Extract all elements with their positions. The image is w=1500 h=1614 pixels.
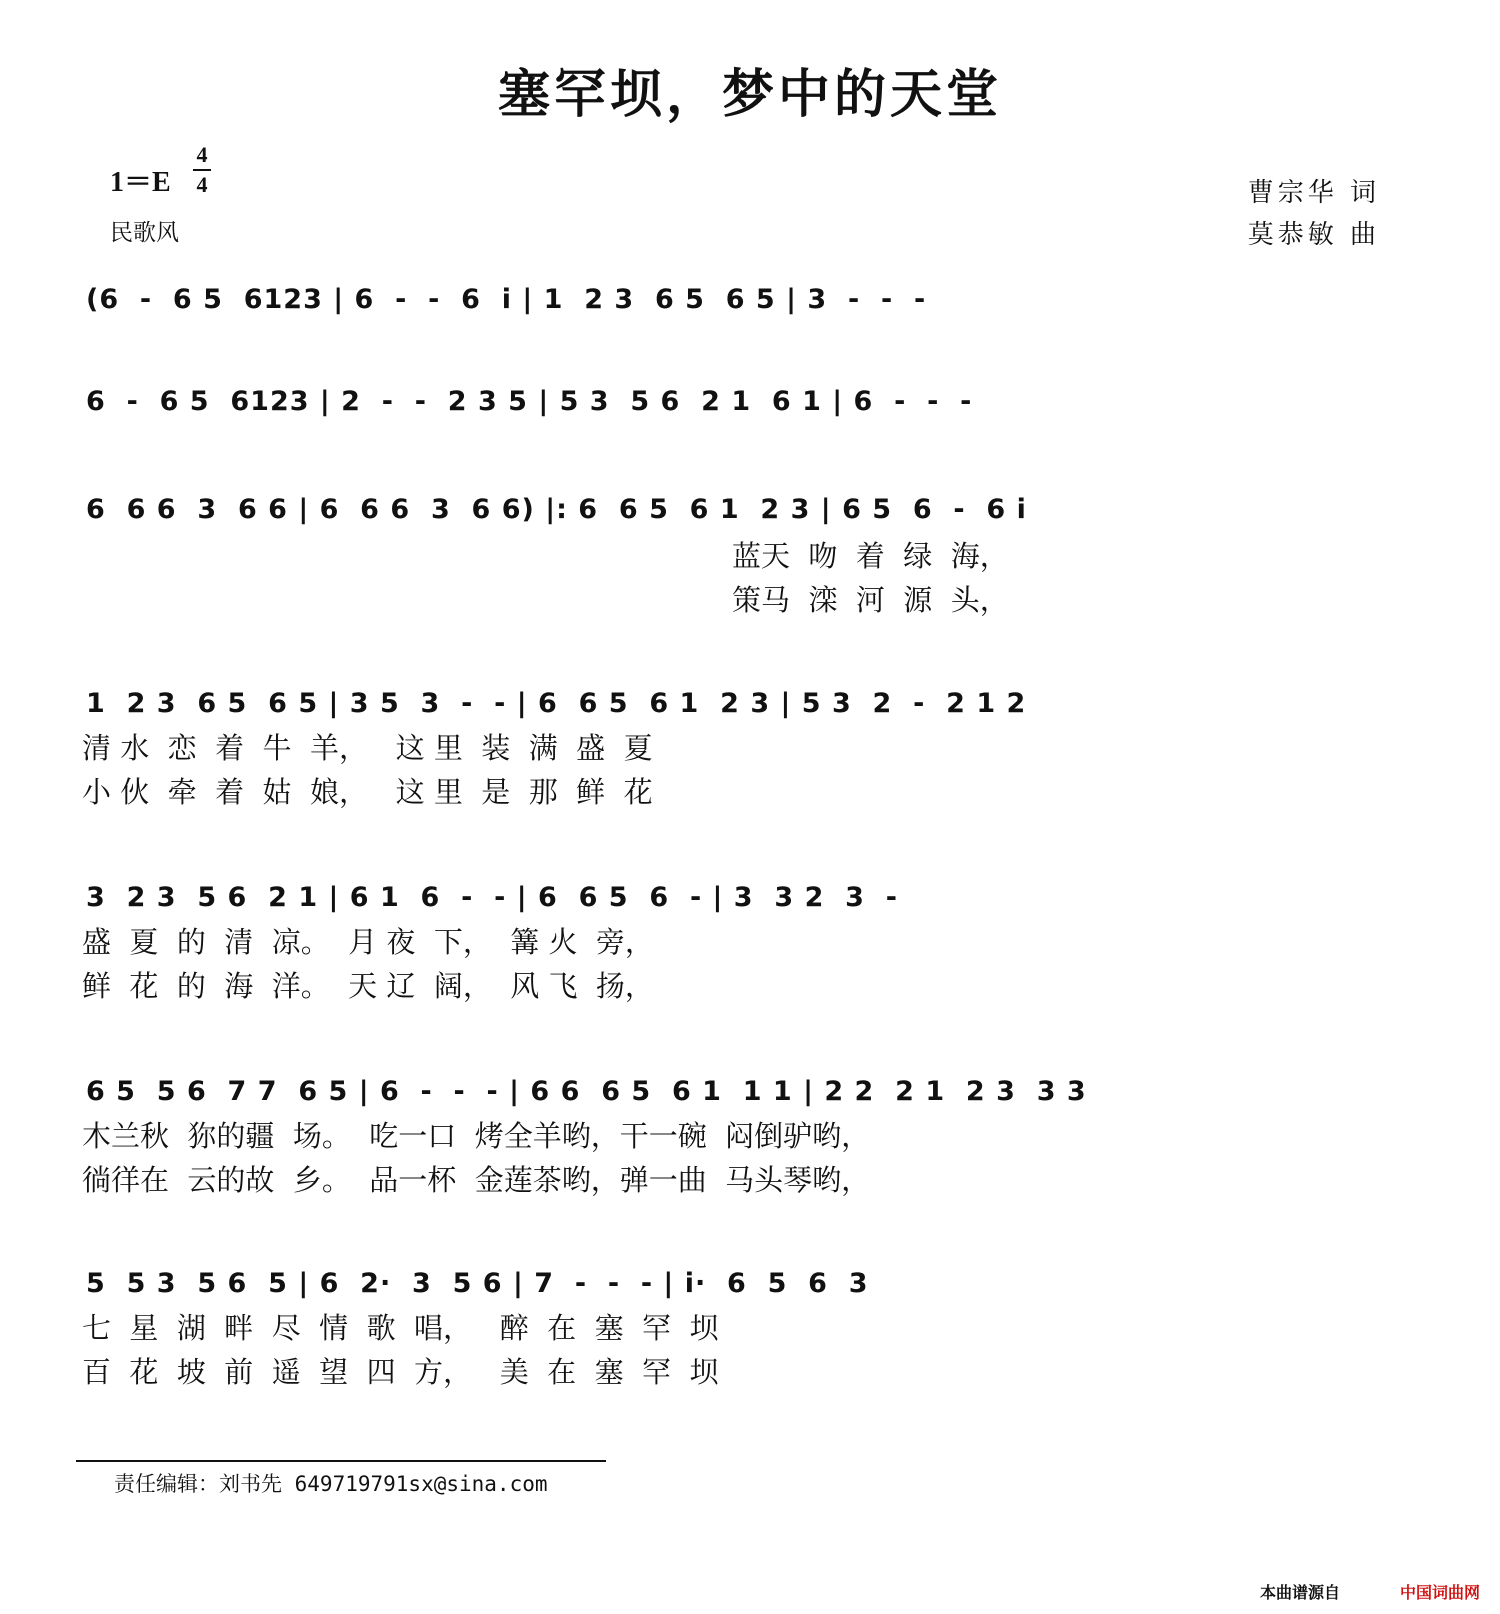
key-signature: 1＝E	[110, 167, 171, 198]
source-label: 本曲谱源自	[1259, 1583, 1340, 1602]
lyric-line-4a: 清 水 恋 着 牛 羊， 这 里 装 满 盛 夏	[82, 731, 653, 765]
lyric-line-5a: 盛 夏 的 清 凉。 月 夜 下， 篝 火 旁，	[82, 925, 654, 959]
time-signature	[190, 142, 214, 198]
notation-text: 3 2 3 5 6 2 1 | 6 1 6 - - | 6 6 5 6 - | 3 3 2 3 -	[86, 882, 898, 913]
lyric-line-6a: 木兰秋 狝的疆 场。 吃一口 烤全羊哟，干一碗 闷倒驴哟，	[82, 1119, 871, 1153]
lyric-line-4b: 小 伙 牵 着 姑 娘， 这 里 是 那 鲜 花	[82, 775, 653, 809]
song-title: 塞罕坝，梦中的天堂	[497, 64, 1002, 125]
style-marking: 民歌风	[110, 220, 179, 246]
composer-credit: 莫恭敏 曲	[1247, 220, 1380, 250]
notation-text: (6 - 6 5 6123 | 6 - - 6 i | 1 2 3 6 5 6 5 | 3 - - -	[86, 284, 927, 315]
notation-text: 5 5 3 5 6 5 | 6 2· 3 5 6 | 7 - - - | i· 6 5 6 3	[86, 1268, 869, 1299]
notation-text: 6 6 6 3 6 6 | 6 6 6 3 6 6) |: 6 6 5 6 1 2 3 | 6 5 6 - 6 i	[86, 494, 1027, 525]
music-line-1	[86, 266, 1416, 336]
time-numerator: 4	[196, 142, 208, 167]
music-line-2	[86, 368, 1416, 438]
lyric-line-7a: 七 星 湖 畔 尽 情 歌 唱， 醉 在 塞 罕 坝	[82, 1311, 719, 1345]
lyric-line-3b: 策马 滦 河 源 头，	[732, 583, 1009, 617]
editor-credit: 责任编辑：刘书先 649719791sx@sina.com	[114, 1472, 548, 1496]
lyric-line-3a: 蓝天 吻 着 绿 海，	[732, 539, 1009, 573]
notation-text: 6 - 6 5 6123 | 2 - - 2 3 5 | 5 3 5 6 2 1 6 1 | 6 - - -	[86, 386, 973, 417]
site-name[interactable]: 中国词曲网	[1399, 1583, 1480, 1602]
lyricist-credit: 曹宗华 词	[1247, 178, 1380, 208]
notation-text: 6 5 5 6 7 7 6 5 | 6 - - - | 6 6 6 5 6 1 1 1 | 2 2 2 1 2 3 3 3	[86, 1076, 1087, 1107]
lyric-line-5b: 鲜 花 的 海 洋。 天 辽 阔， 风 飞 扬，	[82, 969, 654, 1003]
notation-text: 1 2 3 6 5 6 5 | 3 5 3 - - | 6 6 5 6 1 2 3 | 5 3 2 - 2 1 2	[86, 688, 1027, 719]
footer-divider	[76, 1460, 606, 1462]
fraction-bar	[193, 169, 211, 171]
lyric-line-6b: 徜徉在 云的故 乡。 品一杯 金莲茶哟，弹一曲 马头琴哟，	[82, 1163, 871, 1197]
lyric-line-7b: 百 花 坡 前 遥 望 四 方， 美 在 塞 罕 坝	[82, 1355, 719, 1389]
time-denominator: 4	[196, 172, 208, 197]
